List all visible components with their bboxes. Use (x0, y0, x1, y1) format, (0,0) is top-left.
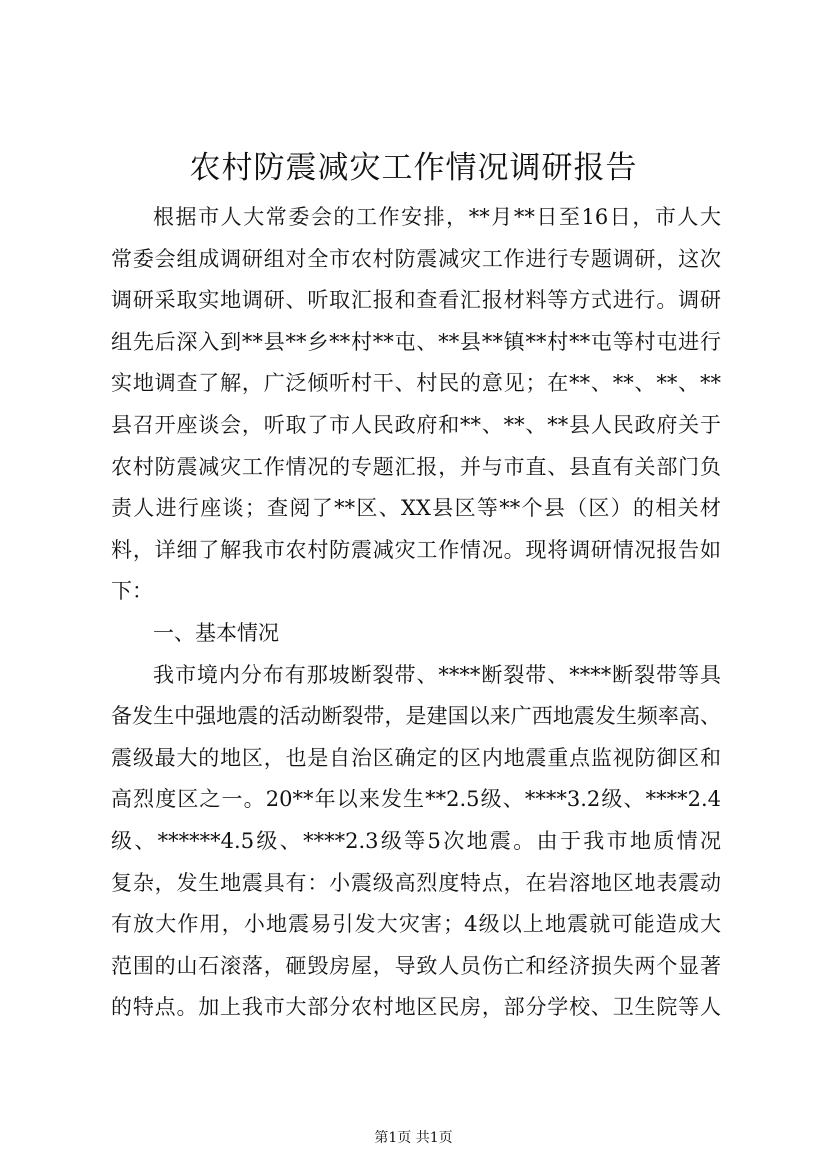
paragraph-line: 下： (111, 579, 153, 604)
paragraph-line: 的特点。加上我市大部分农村地区民房，部分学校、卫生院等人 (111, 995, 721, 1020)
paragraph-line: 县召开座谈会，听取了市人民政府和**、**、**县人民政府关于 (111, 412, 721, 437)
paragraph-line: 常委会组成调研组对全市农村防震减灾工作进行专题调研，这次 (111, 246, 721, 271)
paragraph-line: 组先后深入到**县**乡**村**屯、**县**镇**村**屯等村屯进行 (111, 329, 721, 354)
paragraph-line: 备发生中强地震的活动断裂带，是建国以来广西地震发生频率高、 (111, 704, 721, 729)
paragraph-line: 我市境内分布有那坡断裂带、****断裂带、****断裂带等具 (153, 662, 721, 687)
paragraph-line: 责人进行座谈；查阅了**区、XX县区等**个县（区）的相关材 (111, 496, 721, 521)
document-body (111, 197, 721, 1029)
paragraph-line: 范围的山石滚落，砸毁房屋，导致人员伤亡和经济损失两个显著 (111, 953, 721, 978)
paragraph-line: 根据市人大常委会的工作安排，**月**日至16日，市人大 (153, 205, 721, 229)
section-heading: 一、基本情况 (153, 620, 279, 645)
paragraph-line: 调研采取实地调研、听取汇报和查看汇报材料等方式进行。调研 (111, 288, 721, 313)
page-footer: 第1页 共1页 (374, 1130, 453, 1146)
paragraph-line: 级、******4.5级、****2.3级等5次地震。由于我市地质情况 (111, 828, 721, 853)
paragraph-line: 震级最大的地区，也是自治区确定的区内地震重点监视防御区和 (111, 745, 721, 770)
document-title: 农村防震减灾工作情况调研报告 (189, 150, 638, 186)
paragraph-line: 实地调查了解，广泛倾听村干、村民的意见；在**、**、**、** (111, 371, 721, 396)
paragraph-line: 复杂，发生地震具有：小震级高烈度特点，在岩溶地区地表震动 (111, 870, 721, 895)
paragraph-line: 高烈度区之一。20**年以来发生**2.5级、****3.2级、****2.4 (111, 787, 721, 812)
paragraph-line: 有放大作用，小地震易引发大灾害；4级以上地震就可能造成大 (111, 912, 721, 937)
paragraph-line: 农村防震减灾工作情况的专题汇报，并与市直、县直有关部门负 (111, 454, 721, 479)
paragraph-line: 料，详细了解我市农村防震减灾工作情况。现将调研情况报告如 (111, 537, 721, 562)
